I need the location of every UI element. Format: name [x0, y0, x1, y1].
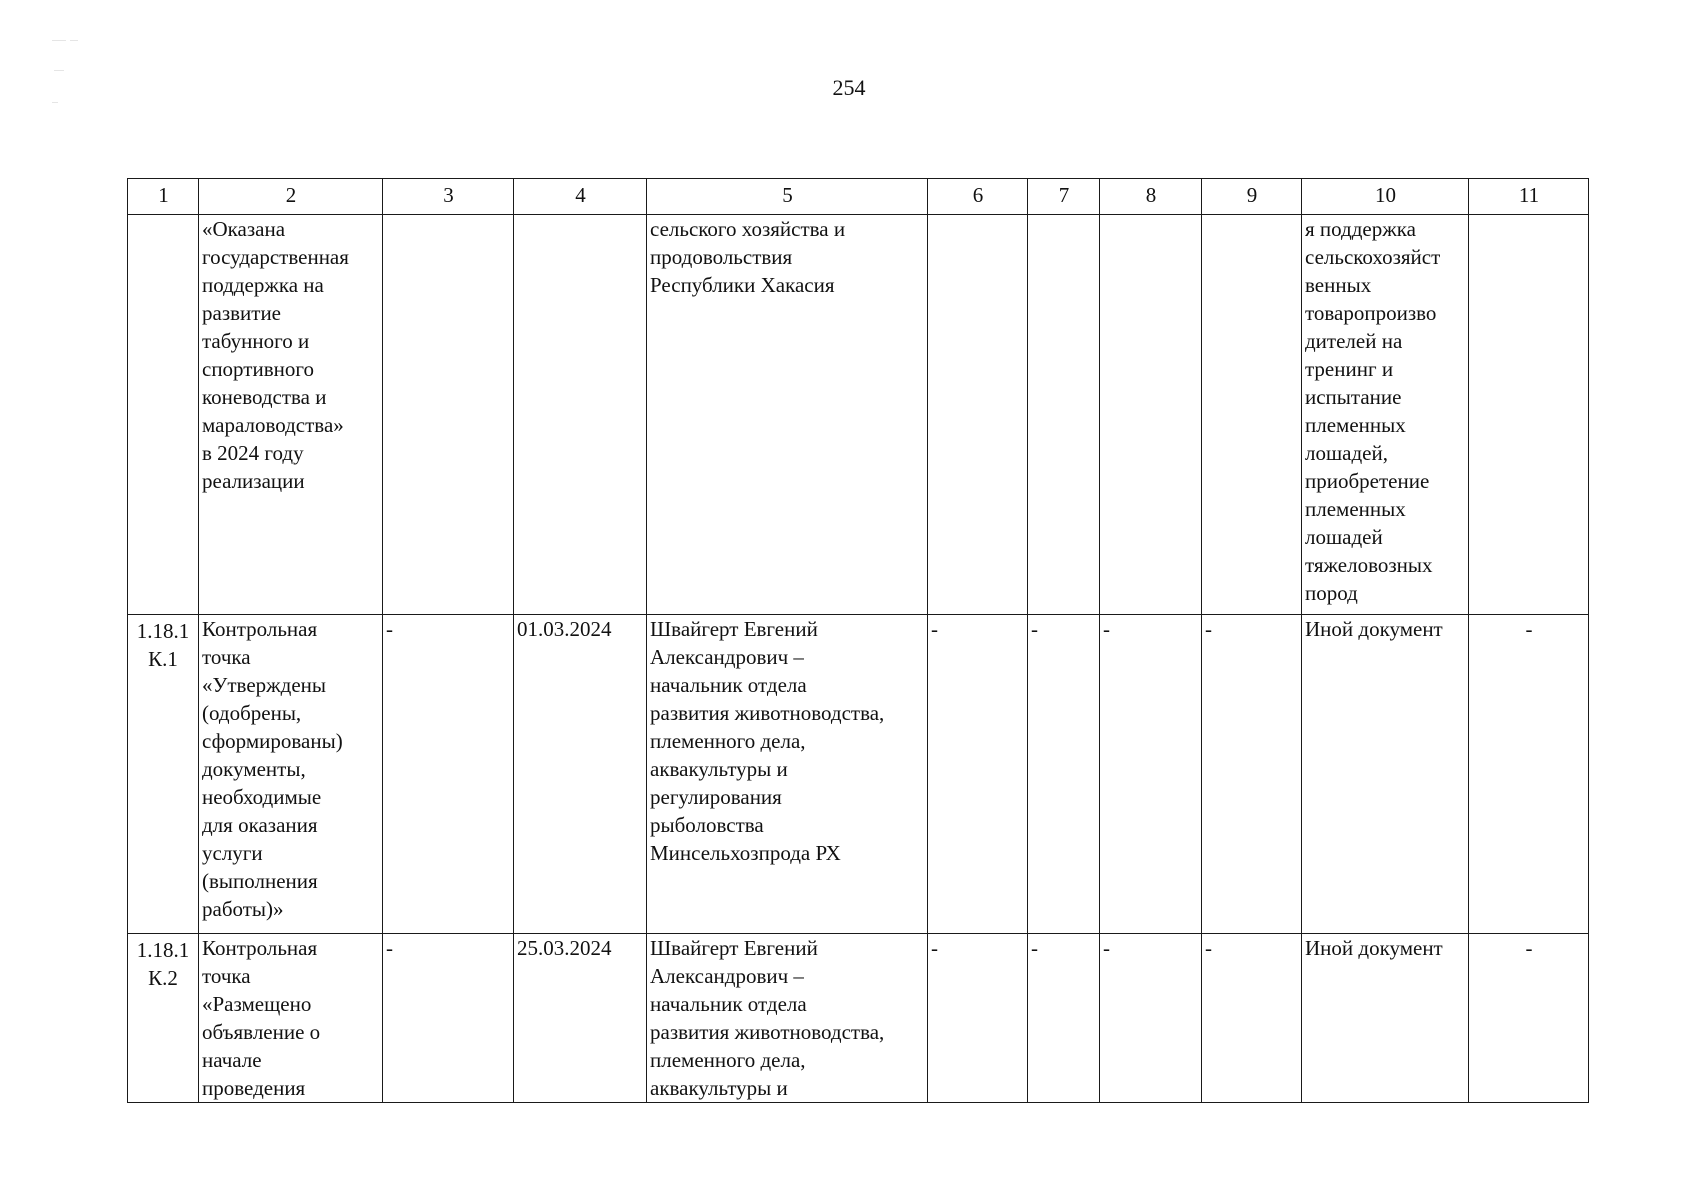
column-header: 1 [128, 179, 199, 215]
table-row [128, 215, 1589, 615]
cell-responsible: Швайгерт Евгений Александрович – начальник отдела развития животноводства, племенного дела, аквакультуры и регулирования рыболовства Минсельхозпрода РХ [647, 615, 928, 934]
column-header: 7 [1028, 179, 1100, 215]
cell-name: «Оказана государственная поддержка на развитие табунного и спортивного коневодства и мараловодства» в 2024 году реализации [199, 215, 383, 615]
cell-col3 [383, 215, 514, 615]
page-number: 254 [832, 75, 866, 100]
column-header: 4 [514, 179, 647, 215]
column-header: 9 [1202, 179, 1302, 215]
cell-number [128, 215, 199, 615]
column-header: 10 [1302, 179, 1469, 215]
cell-col7: - [1028, 934, 1100, 1103]
cell-name: Контрольная точка «Размещено объявление о начале проведения [199, 934, 383, 1103]
cell-document: я поддержка сельскохозяйст венных товаропроизво дителей на тренинг и испытание племенных лошадей, приобретение племенных лошадей тяжеловозных пород [1302, 215, 1469, 615]
cell-name: Контрольная точка «Утверждены (одобрены, сформированы) документы, необходимые для оказания услуги (выполнения работы)» [199, 615, 383, 934]
column-header: 2 [199, 179, 383, 215]
cell-col8: - [1100, 934, 1202, 1103]
cell-responsible: сельского хозяйства и продовольствия Республики Хакасия [647, 215, 928, 615]
cell-col11 [1469, 215, 1589, 615]
cell-col9: - [1202, 615, 1302, 934]
cell-col11: - [1469, 615, 1589, 934]
cell-col8 [1100, 215, 1202, 615]
cell-col8: - [1100, 615, 1202, 934]
cell-col7: - [1028, 615, 1100, 934]
cell-date: 01.03.2024 [514, 615, 647, 934]
schedule-table [127, 178, 1589, 1103]
cell-col6: - [928, 615, 1028, 934]
cell-date [514, 215, 647, 615]
cell-col7 [1028, 215, 1100, 615]
column-header: 5 [647, 179, 928, 215]
cell-col3: - [383, 615, 514, 934]
cell-col6 [928, 215, 1028, 615]
cell-col9 [1202, 215, 1302, 615]
cell-responsible: Швайгерт Евгений Александрович – начальник отдела развития животноводства, племенного дела, аквакультуры и [647, 934, 928, 1103]
cell-number: 1.18.1 К.1 [128, 615, 199, 934]
cell-document: Иной документ [1302, 615, 1469, 934]
cell-col6: - [928, 934, 1028, 1103]
table-row [128, 934, 1589, 1103]
table-row [128, 615, 1589, 934]
cell-date: 25.03.2024 [514, 934, 647, 1103]
cell-col11: - [1469, 934, 1589, 1103]
column-header: 6 [928, 179, 1028, 215]
cell-col9: - [1202, 934, 1302, 1103]
column-header: 11 [1469, 179, 1589, 215]
column-header: 3 [383, 179, 514, 215]
cell-col3: - [383, 934, 514, 1103]
column-header: 8 [1100, 179, 1202, 215]
header-row [128, 179, 1589, 215]
cell-number: 1.18.1 К.2 [128, 934, 199, 1103]
cell-document: Иной документ [1302, 934, 1469, 1103]
